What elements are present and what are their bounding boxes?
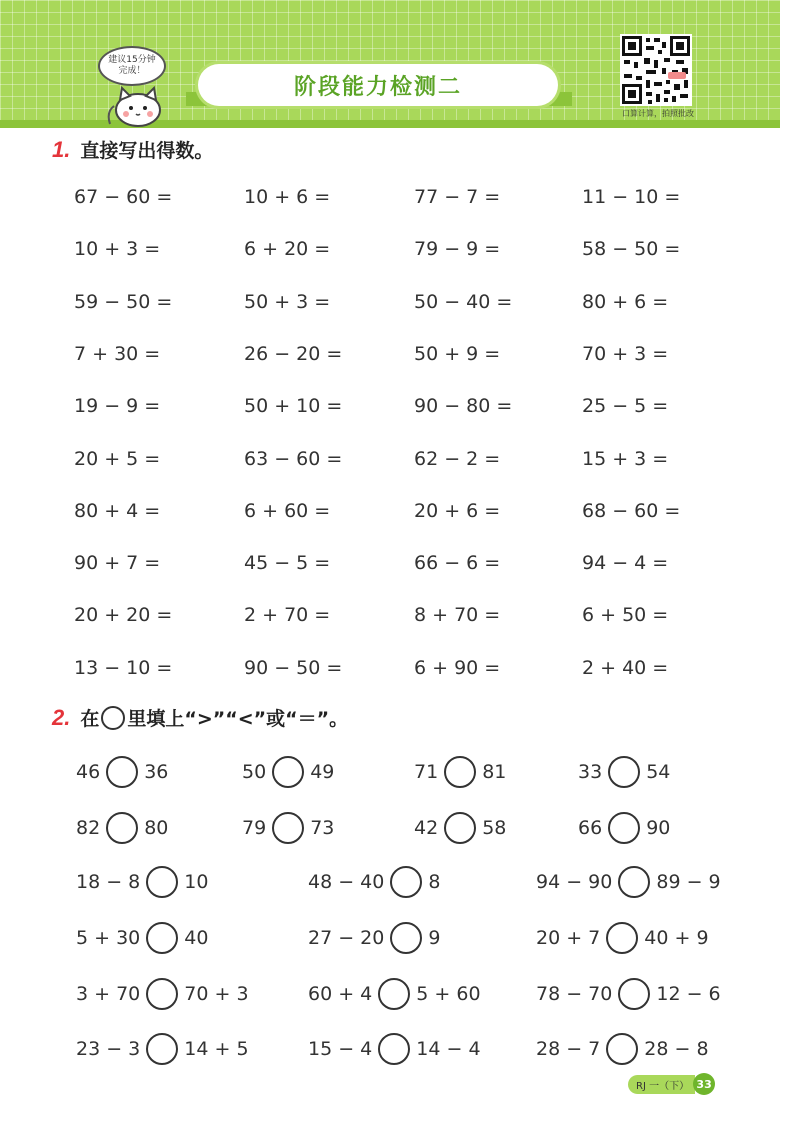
comparison-right: 14 + 5: [184, 1038, 249, 1060]
comparison-item: [414, 812, 506, 844]
comparison-left: 42: [414, 817, 439, 839]
comparison-item: [242, 812, 334, 844]
comparison-item: [308, 922, 440, 954]
comparison-right: 70 + 3: [184, 983, 249, 1005]
calc-problem: 80 + 4 =: [74, 499, 161, 522]
calc-problem: 79 − 9 =: [414, 238, 501, 261]
comparison-right: 89 − 9: [656, 871, 721, 893]
calc-problem: 20 + 20 =: [74, 604, 173, 627]
comparison-left: 15 − 4: [308, 1038, 373, 1060]
calc-problem: 20 + 6 =: [414, 499, 501, 522]
comparison-blank-circle[interactable]: [146, 866, 178, 898]
comparison-item: [242, 756, 334, 788]
page-title: 阶段能力检测二: [293, 74, 462, 100]
section1-title: 直接写出得数。: [80, 140, 214, 162]
comparison-item: [536, 866, 721, 898]
calc-problem: 70 + 3 =: [582, 342, 669, 365]
calc-problem: 45 − 5 =: [244, 552, 331, 575]
calc-problem: 90 + 7 =: [74, 552, 161, 575]
section2-title-before: 在: [80, 708, 100, 730]
calc-problem: 7 + 30 =: [74, 342, 161, 365]
comparison-item: [76, 978, 249, 1010]
comparison-item: [76, 922, 208, 954]
comparison-blank-circle[interactable]: [608, 756, 640, 788]
calc-problem: 58 − 50 =: [582, 238, 681, 261]
footer-label: RJ 一（下）: [628, 1075, 695, 1094]
comparison-left: 66: [578, 817, 603, 839]
comparison-right: 8: [428, 871, 441, 893]
comparison-blank-circle[interactable]: [444, 756, 476, 788]
calc-problem: 6 + 20 =: [244, 238, 331, 261]
comparison-item: [414, 756, 506, 788]
time-suggestion-bubble: [98, 46, 166, 86]
comparison-item: [76, 1033, 249, 1065]
comparison-left: 27 − 20: [308, 927, 385, 949]
comparison-right: 12 − 6: [656, 983, 721, 1005]
comparison-blank-circle[interactable]: [606, 922, 638, 954]
comparison-blank-circle[interactable]: [378, 978, 410, 1010]
calc-problem: 66 − 6 =: [414, 552, 501, 575]
calc-problem: 90 − 80 =: [414, 395, 513, 418]
section2-number: 2.: [52, 704, 71, 730]
comparison-left: 48 − 40: [308, 871, 385, 893]
comparison-blank-circle[interactable]: [378, 1033, 410, 1065]
comparison-blank-circle[interactable]: [618, 866, 650, 898]
page-number: 33: [693, 1073, 715, 1095]
comparison-left: 60 + 4: [308, 983, 373, 1005]
calc-problem: 62 − 2 =: [414, 447, 501, 470]
comparison-left: 23 − 3: [76, 1038, 141, 1060]
comparison-right: 14 − 4: [416, 1038, 481, 1060]
qr-caption: 口算计算，拍照批改: [622, 109, 694, 118]
bubble-line2: 完成！: [118, 66, 146, 76]
calc-problem: 10 + 6 =: [244, 186, 331, 208]
section2-heading: [52, 704, 348, 731]
comparison-blank-circle[interactable]: [146, 1033, 178, 1065]
calc-problem: 6 + 60 =: [244, 499, 331, 522]
comparison-right: 36: [144, 761, 169, 783]
comparison-right: 73: [310, 817, 335, 839]
calc-problem: 25 − 5 =: [582, 395, 669, 418]
comparison-right: 80: [144, 817, 169, 839]
calc-problem: 6 + 90 =: [414, 656, 501, 679]
calc-problem: 15 + 3 =: [582, 447, 669, 470]
cat-mascot-icon: [106, 84, 166, 128]
comparison-blank-circle[interactable]: [390, 922, 422, 954]
comparison-right: 58: [482, 817, 507, 839]
calc-problem: 6 + 50 =: [582, 604, 669, 627]
comparison-left: 28 − 7: [536, 1038, 601, 1060]
comparison-blank-circle[interactable]: [606, 1033, 638, 1065]
calc-problem: 19 − 9 =: [74, 395, 161, 418]
calc-problem: 94 − 4 =: [582, 552, 669, 575]
comparison-right: 28 − 8: [644, 1038, 709, 1060]
comparison-left: 82: [76, 817, 101, 839]
calc-problem: 2 + 70 =: [244, 604, 331, 627]
calc-problem: 68 − 60 =: [582, 499, 681, 522]
calc-problem: 10 + 3 =: [74, 238, 161, 261]
calc-problem: 2 + 40 =: [582, 656, 669, 679]
comparison-right: 90: [646, 817, 671, 839]
calc-problem: 50 − 40 =: [414, 290, 513, 313]
comparison-left: 5 + 30: [76, 927, 141, 949]
calc-problem: 50 + 3 =: [244, 290, 331, 313]
comparison-left: 78 − 70: [536, 983, 613, 1005]
calc-problem: 67 − 60 =: [74, 186, 173, 208]
section1-heading: [52, 136, 213, 163]
comparison-blank-circle[interactable]: [272, 756, 304, 788]
comparison-blank-circle[interactable]: [608, 812, 640, 844]
comparison-item: [578, 756, 670, 788]
calc-problem: 90 − 50 =: [244, 656, 343, 679]
comparison-blank-circle[interactable]: [106, 756, 138, 788]
circle-blank-icon: [101, 706, 125, 730]
section1-number: 1.: [52, 136, 71, 162]
comparison-item: [76, 756, 168, 788]
comparison-blank-circle[interactable]: [146, 922, 178, 954]
calc-problem: 63 − 60 =: [244, 447, 343, 470]
comparison-right: 9: [428, 927, 441, 949]
comparison-item: [536, 1033, 709, 1065]
comparison-blank-circle[interactable]: [146, 978, 178, 1010]
comparison-blank-circle[interactable]: [618, 978, 650, 1010]
calc-problem: 59 − 50 =: [74, 290, 173, 313]
calc-problem: 13 − 10 =: [74, 656, 173, 679]
calc-problem: 80 + 6 =: [582, 290, 669, 313]
comparison-item: [76, 866, 208, 898]
comparison-left: 94 − 90: [536, 871, 613, 893]
comparison-right: 54: [646, 761, 671, 783]
qr-code-icon[interactable]: [620, 34, 692, 106]
calc-problem: 8 + 70 =: [414, 604, 501, 627]
comparison-item: [308, 866, 440, 898]
calc-problem: 11 − 10 =: [582, 186, 681, 208]
comparison-left: 71: [414, 761, 439, 783]
comparison-right: 40: [184, 927, 209, 949]
calc-problem: 20 + 5 =: [74, 447, 161, 470]
calc-problem: 50 + 10 =: [244, 395, 343, 418]
comparison-item: [536, 978, 721, 1010]
comparison-blank-circle[interactable]: [272, 812, 304, 844]
comparison-right: 81: [482, 761, 507, 783]
section2-title-after: 里填上“>”“<”或“＝”。: [127, 708, 349, 730]
comparison-left: 46: [76, 761, 101, 783]
comparison-left: 18 − 8: [76, 871, 141, 893]
comparison-left: 20 + 7: [536, 927, 601, 949]
comparison-item: [578, 812, 670, 844]
comparison-right: 10: [184, 871, 209, 893]
comparison-item: [308, 1033, 481, 1065]
calc-problem: 77 − 7 =: [414, 186, 501, 208]
comparison-blank-circle[interactable]: [444, 812, 476, 844]
comparison-right: 40 + 9: [644, 927, 709, 949]
comparison-blank-circle[interactable]: [390, 866, 422, 898]
comparison-right: 5 + 60: [416, 983, 481, 1005]
comparison-left: 50: [242, 761, 267, 783]
comparison-left: 3 + 70: [76, 983, 141, 1005]
bubble-line1: 建议15分钟: [108, 55, 156, 65]
comparison-left: 33: [578, 761, 603, 783]
comparison-item: [76, 812, 168, 844]
page-footer: [628, 1074, 715, 1094]
comparison-blank-circle[interactable]: [106, 812, 138, 844]
comparison-item: [536, 922, 709, 954]
comparison-item: [308, 978, 481, 1010]
title-banner: [198, 64, 558, 106]
comparison-right: 49: [310, 761, 335, 783]
calc-problem: 26 − 20 =: [244, 342, 343, 365]
comparison-left: 79: [242, 817, 267, 839]
calc-problem: 50 + 9 =: [414, 342, 501, 365]
